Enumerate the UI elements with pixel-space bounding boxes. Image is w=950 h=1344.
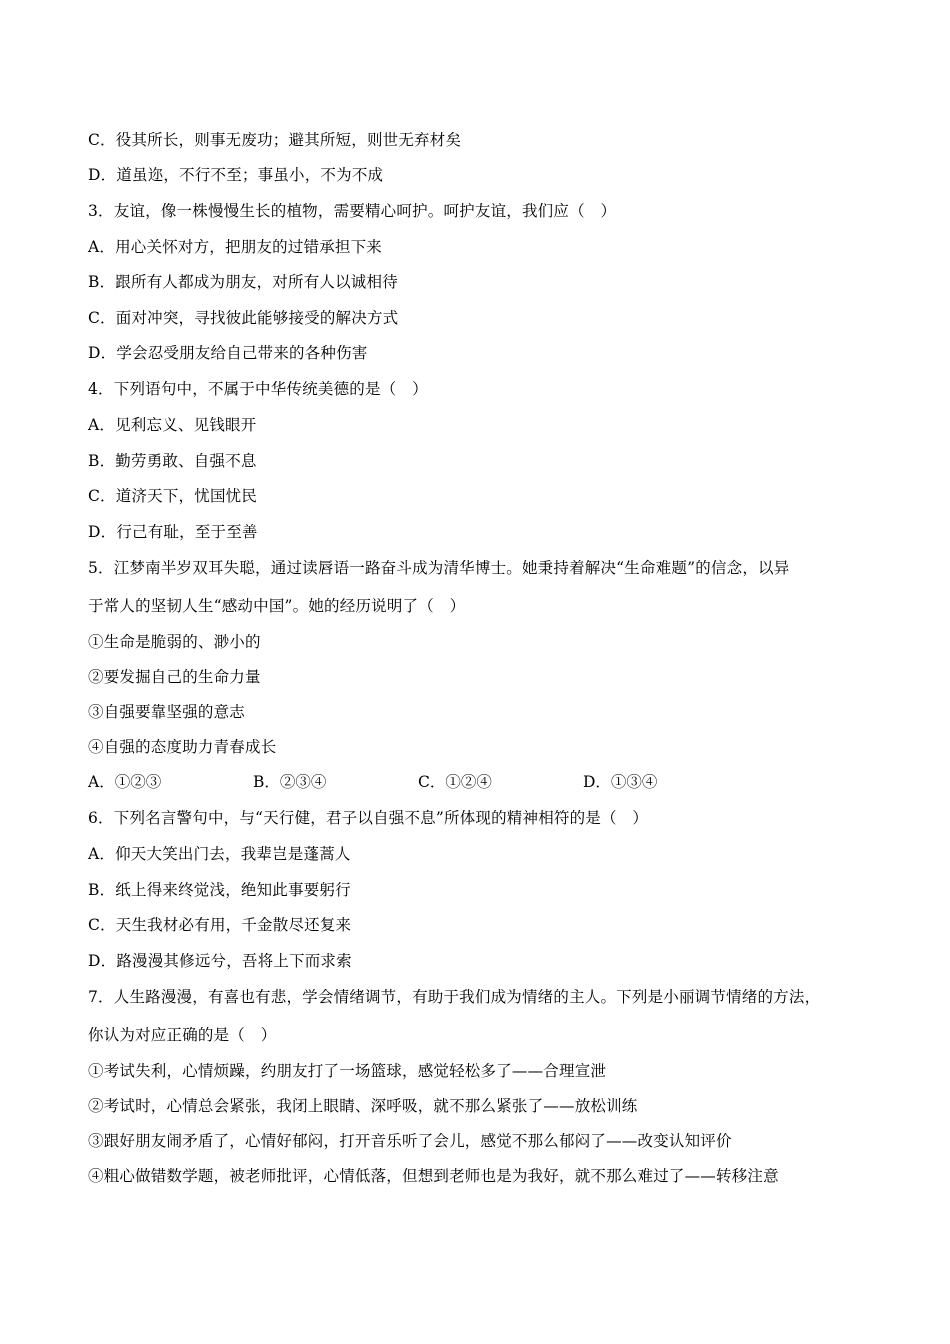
q7-statement-1: ①考试失利，心情烦躁，约朋友打了一场篮球，感觉轻松多了——合理宣泄	[88, 1062, 607, 1080]
q4-option-d: D．行己有耻，至于至善	[88, 523, 258, 541]
q5-stem-line1: 5．江梦南半岁双耳失聪，通过读唇语一路奋斗成为清华博士。她秉持着解决“生命难题”的信念，以异	[88, 559, 790, 577]
q6-option-b: B．纸上得来终觉浅，绝知此事要躬行	[88, 881, 351, 899]
q4-option-b: B．勤劳勇敢、自强不息	[88, 452, 257, 470]
q7-statement-3: ③跟好朋友闹矛盾了，心情好郁闷，打开音乐听了会儿，感觉不那么郁闷了——改变认知评价	[88, 1132, 732, 1150]
q4-stem: 4．下列语句中，不属于中华传统美德的是（ ）	[88, 380, 428, 398]
q5-statement-3: ③自强要靠坚强的意志	[88, 703, 246, 721]
q6-option-c: C．天生我材必有用，千金散尽还复来	[88, 916, 352, 934]
q7-stem-line2: 你认为对应正确的是（ ）	[88, 1026, 277, 1044]
q6-option-d: D．路漫漫其修远兮，吾将上下而求索	[88, 952, 352, 970]
q3-option-b: B．跟所有人都成为朋友，对所有人以诚相待	[88, 273, 398, 291]
q3-stem: 3．友谊，像一株慢慢生长的植物，需要精心呵护。呵护友谊，我们应（ ）	[88, 202, 617, 220]
q3-option-c: C．面对冲突，寻找彼此能够接受的解决方式	[88, 309, 399, 327]
q2-option-c: C．役其所长，则事无废功；避其所短，则世无弃材矣	[88, 131, 462, 149]
q5-option-b: B．②③④	[253, 773, 327, 791]
q7-statement-4: ④粗心做错数学题，被老师批评，心情低落，但想到老师也是为我好，就不那么难过了——转移注意	[88, 1167, 779, 1185]
q4-option-a: A．见利忘义、见钱眼开	[88, 416, 257, 434]
q6-stem: 6．下列名言警句中，与“天行健，君子以自强不息”所体现的精神相符的是（ ）	[88, 809, 649, 827]
q5-stem-line2: 于常人的坚韧人生“感动中国”。她的经历说明了（ ）	[88, 597, 466, 615]
q5-statement-2: ②要发掘自己的生命力量	[88, 668, 261, 686]
q7-statement-2: ②考试时，心情总会紧张，我闭上眼睛、深呼吸，就不那么紧张了——放松训练	[88, 1097, 638, 1115]
q5-statement-4: ④自强的态度助力青春成长	[88, 738, 277, 756]
q6-option-a: A．仰天大笑出门去，我辈岂是蓬蒿人	[88, 845, 351, 863]
q5-option-d: D．①③④	[583, 773, 658, 791]
q3-option-a: A．用心关怀对方，把朋友的过错承担下来	[88, 238, 382, 256]
q5-option-a: A．①②③	[88, 773, 162, 791]
q4-option-c: C．道济天下，忧国忧民	[88, 487, 258, 505]
q7-stem-line1: 7．人生路漫漫，有喜也有悲，学会情绪调节，有助于我们成为情绪的主人。下列是小丽调节情绪的方法，	[88, 988, 821, 1006]
q5-statement-1: ①生命是脆弱的、渺小的	[88, 633, 261, 651]
q3-option-d: D．学会忍受朋友给自己带来的各种伤害	[88, 344, 368, 362]
q2-option-d: D．道虽迩，不行不至；事虽小，不为不成	[88, 166, 384, 184]
q5-option-c: C．①②④	[418, 773, 492, 791]
